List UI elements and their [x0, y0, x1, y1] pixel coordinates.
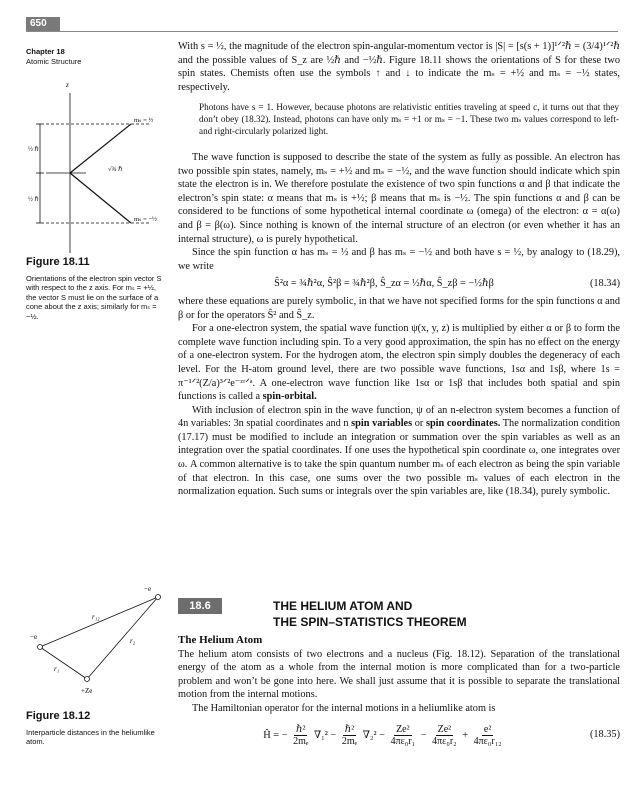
- section-number: 18.6: [178, 598, 222, 614]
- main-text-body: [178, 151, 620, 499]
- ms-up-label: mₛ = ½: [134, 117, 154, 124]
- electron-2-label: −e: [144, 585, 152, 593]
- eq-frac-5-den: 4πε₀r₁₂: [473, 735, 502, 747]
- paragraph-n-electron-or: or: [414, 418, 424, 430]
- figure-18-11-diagram: [26, 75, 171, 255]
- eq-op-1: ∇₁² −: [313, 729, 337, 741]
- equation-18-34-number: (18.34): [589, 278, 620, 290]
- r1-label: r₁: [54, 665, 60, 673]
- r12-label: r₁₂: [92, 613, 100, 621]
- page-number: 650: [26, 17, 60, 31]
- paragraph-n-electron: [178, 404, 620, 499]
- eq-frac-1: [293, 724, 308, 747]
- paragraph-symbolic: where these equations are purely symbolic, in that we have not specified forms for the spin functions α and β or for the operators Ŝ² and Ŝ_z.: [178, 295, 620, 321]
- paragraph-hamiltonian: The Hamiltonian operator for the internal motions in a heliumlike atom is: [192, 702, 496, 714]
- term-spin-coordinates: spin coordinates.: [425, 418, 501, 430]
- chapter-info: [26, 47, 166, 66]
- paragraph-helium-intro: The helium atom consists of two electrons and a nucleus (Fig. 18.12). Separation of the translational energy of the atom as a whole from the internal motion is more complicated than for a two-particle problem and won’t be gone into here. We shall just assume that it is possible to separate the translational motion from the internal motions.: [178, 648, 620, 701]
- eq-frac-4: [432, 724, 457, 747]
- eq-frac-1-num: ℏ²: [296, 723, 306, 735]
- nucleus-label: +Ze: [81, 687, 93, 695]
- nucleus: [85, 677, 90, 682]
- equation-18-34-body: Ŝ²α = ¾ℏ²α, Ŝ²β = ¾ℏ²β, Ŝ_zα = ½ℏα, Ŝ_zβ = −½ℏβ: [274, 278, 494, 290]
- section-title: [273, 598, 467, 630]
- sqrt-magnitude-label: √¾ ℏ: [108, 166, 123, 173]
- chapter-label: Chapter 18: [26, 47, 65, 56]
- r2-line: [87, 597, 158, 679]
- paragraph-one-electron: [178, 322, 620, 404]
- spin-vector-down: [70, 173, 131, 223]
- eq-op-2: ∇₂² −: [362, 729, 385, 741]
- equation-18-35-body: [178, 724, 590, 747]
- r1-line: [40, 647, 87, 679]
- eq-op-4: +: [462, 729, 469, 741]
- figure-18-11-caption-block: [26, 258, 166, 321]
- term-spin-orbital: spin-orbital.: [262, 391, 317, 403]
- figure-18-11-label: Figure 18.11: [26, 256, 90, 268]
- paragraph-one-electron-text: For a one-electron system, the spatial wave function ψ(x, y, z) is multiplied by either α or β to form the complete wave function including spin. To a very good approximation, the spin has no effect on the energy of a one-electron system. For the hydrogen atom, the electron spin simply doubles the degeneracy of each level. For the H-atom ground level, there are two possible wave functions, 1sα and 1sβ, where 1s = π⁻¹ᐟ²(Z/a)³ᐟ²e⁻ᶻʳᐟᵃ. A one-electron wave function like 1sα or 1sβ that includes both spatial and spin functions is called a: [178, 323, 620, 403]
- term-spin-variables: spin variables: [351, 418, 413, 430]
- eq-frac-4-num: Ze²: [437, 723, 452, 735]
- equation-18-35: [178, 724, 620, 747]
- section-title-line-1: THE HELIUM ATOM AND: [273, 599, 413, 613]
- eq-frac-3-den: 4πε₀r₁: [390, 735, 416, 747]
- half-hbar-up-label: ½ ℏ: [28, 146, 39, 153]
- eq-frac-3: [391, 724, 416, 747]
- section-body: [178, 634, 620, 751]
- subheading-helium-atom: The Helium Atom: [178, 634, 263, 646]
- eq-frac-4-den: 4πε₀r₂: [432, 735, 457, 747]
- header-rule: [26, 31, 618, 32]
- eq-frac-1-den: 2mₑ: [293, 735, 309, 747]
- eq-frac-3-num: Ze²: [396, 723, 410, 735]
- paragraph-spin-functions: The wave function is supposed to describe the state of the system as fully as possible. An electron has two possible spin states, namely, mₛ = +½ and mₛ = −½, and the wave function should indicate which spin state the electron is in. We therefore postulate the existence of two spin functions α and β that indicate the electron’s spin state: α means that mₛ is +½; β means that mₛ is −½. The spin functions α and β can be considered to be functions of some hypothetical internal coordinate ω (omega) of the electron: α = α(ω) and β = β(ω). Since nothing is known of the internal structure of an electron (or even whether it has an internal structure), ω is purely hypothetical.: [178, 152, 620, 245]
- equation-18-34: [178, 277, 620, 291]
- eq-op-3: −: [420, 729, 427, 741]
- eq-frac-2: [342, 724, 357, 747]
- eq-frac-2-num: ℏ²: [344, 723, 355, 735]
- electron-2: [156, 595, 161, 600]
- paragraph-n-electron-text-a: With inclusion of electron spin in the wave function, ψ of an n-electron system becomes a function of 4n variables: 3n spatial coordinates and n: [178, 404, 620, 430]
- electron-1: [38, 645, 43, 650]
- section-title-line-2: THE SPIN–STATISTICS THEOREM: [273, 615, 467, 629]
- figure-18-12-label: Figure 18.12: [26, 710, 91, 722]
- figure-18-12-diagram: [26, 585, 171, 705]
- main-text-top: [178, 40, 620, 94]
- figure-18-11-caption: Orientations of the electron spin vector S with respect to the z axis. For mₛ = +½, the vector S must lie on the surface of a cone about the z axis; similarly for mₛ = −½.: [26, 273, 162, 321]
- half-hbar-down-label: ½ ℏ: [28, 196, 39, 203]
- figure-18-12-caption-block: [26, 712, 166, 747]
- z-axis-label: z: [66, 81, 69, 89]
- chapter-title: Atomic Structure: [26, 56, 82, 66]
- r12-line: [40, 597, 158, 647]
- photon-note: Photons have s = 1. However, because photons are relativistic entities traveling at speed c, it turns out that they don’t obey (18.32). Instead, photons can have only mₛ = +1 or mₛ = −1. These two mₛ values correspond to left- and right-circularly polarized light.: [199, 102, 619, 136]
- figure-18-12-caption: Interparticle distances in the heliumlike atom.: [26, 727, 155, 746]
- eq-frac-5-num: e²: [483, 723, 492, 735]
- eq-lhs: Ĥ = −: [263, 729, 288, 741]
- eq-frac-5: [474, 724, 502, 747]
- ms-down-label: mₛ = −½: [134, 216, 157, 223]
- paragraph-spin-magnitude: With s = ½, the magnitude of the electron spin-angular-momentum vector is |S| = [s(s + 1)]¹ᐟ²ℏ = (3/4)¹ᐟ²ℏ and the possible values of S_z are ½ℏ and −½ℏ. Figure 18.11 shows the orientations of S for these two spin states. Chemists often use the symbols ↑ and ↓ to indicate the mₛ = +½ and mₛ = −½ states, respectively.: [178, 41, 620, 93]
- electron-1-label: −e: [30, 633, 38, 641]
- paragraph-n-electron-text-b: The normalization condition (17.17) must be modified to include an integration or summation over the spin variables as well as an integration over the spatial coordinates. If one uses the hypothetical spin coordinate ω, one integrates over ω. A common alternative is to take the spin quantum number mₛ of each electron as being the spin variable of that electron. In this case, one sums over the two possible mₛ values of each electron in the normalization equation. Such sums or integrals over the spin variables are, like (18.34), purely symbolic.: [178, 418, 621, 498]
- equation-18-35-number: (18.35): [589, 729, 620, 741]
- paragraph-analogy: Since the spin function α has mₛ = ½ and β has mₛ = −½ and both have s = ½, by analogy to (18.29), we write: [178, 247, 620, 272]
- eq-frac-2-den: 2mₑ: [341, 735, 358, 747]
- r2-label: r₂: [130, 637, 136, 645]
